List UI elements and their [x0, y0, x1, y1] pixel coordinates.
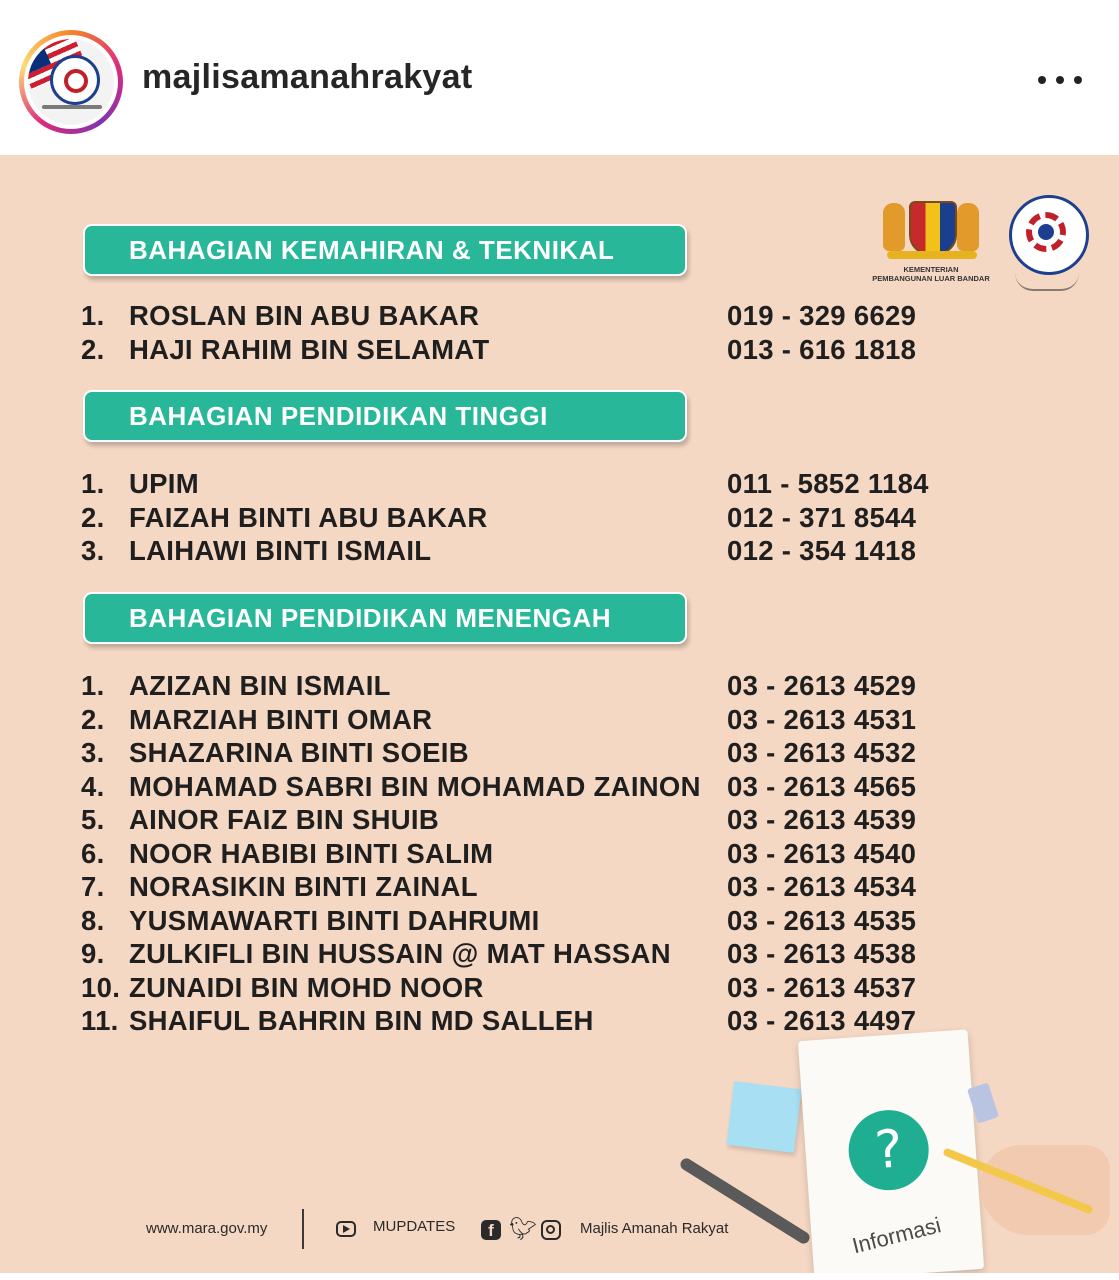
contact-row: 3. LAIHAWI BINTI ISMAIL 012 - 354 1418	[81, 535, 917, 566]
contact-name: YUSMAWARTI BINTI DAHRUMI	[129, 905, 540, 936]
contact-phone: 013 - 616 1818	[727, 334, 917, 365]
post-header	[0, 0, 1119, 156]
contact-row: 10. ZUNAIDI BIN MOHD NOOR 03 - 2613 4537	[81, 972, 917, 1003]
contact-name: UPIM	[129, 468, 199, 499]
contact-row: 1. ROSLAN BIN ABU BAKAR 019 - 329 6629	[81, 300, 917, 331]
contact-name: AINOR FAIZ BIN SHUIB	[129, 804, 440, 835]
contact-row: 9. ZULKIFLI BIN HUSSAIN @ MAT HASSAN 03 - 2613 4538	[81, 938, 917, 969]
sticky-note-icon	[726, 1081, 801, 1153]
contact-name: LAIHAWI BINTI ISMAIL	[129, 535, 432, 566]
contact-phone: 03 - 2613 4529	[727, 670, 917, 701]
contact-row: 7. NORASIKIN BINTI ZAINAL 03 - 2613 4534	[81, 871, 917, 902]
mara-jawi-script	[1015, 273, 1079, 291]
contact-name: ZUNAIDI BIN MOHD NOOR	[129, 972, 484, 1003]
twitter-icon: 🐦︎	[509, 1216, 537, 1241]
contact-name: FAIZAH BINTI ABU BAKAR	[129, 502, 488, 533]
contact-row: 1. AZIZAN BIN ISMAIL 03 - 2613 4529	[81, 670, 917, 701]
profile-username[interactable]: majlisamanahrakyat	[142, 58, 473, 96]
contact-phone: 03 - 2613 4497	[727, 1005, 917, 1036]
contact-phone: 03 - 2613 4532	[727, 737, 917, 768]
contact-name: MOHAMAD SABRI BIN MOHAMAD ZAINON	[129, 771, 701, 802]
contact-phone: 03 - 2613 4534	[727, 871, 917, 902]
contact-phone: 03 - 2613 4535	[727, 905, 917, 936]
contact-phone: 019 - 329 6629	[727, 300, 917, 331]
contact-name: HAJI RAHIM BIN SELAMAT	[129, 334, 490, 365]
more-horizontal-icon	[1038, 76, 1046, 84]
contact-row: 2. HAJI RAHIM BIN SELAMAT 013 - 616 1818	[81, 334, 917, 365]
post-footer	[0, 1195, 1119, 1255]
informasi-label: Informasi	[849, 1212, 944, 1259]
contact-row: 4. MOHAMAD SABRI BIN MOHAMAD ZAINON 03 - 2613 4565	[81, 771, 917, 802]
contact-row: 3. SHAZARINA BINTI SOEIB 03 - 2613 4532	[81, 737, 917, 768]
contact-name: NORASIKIN BINTI ZAINAL	[129, 871, 478, 902]
contact-row: 8. YUSMAWARTI BINTI DAHRUMI 03 - 2613 4535	[81, 905, 917, 936]
facebook-icon: f	[481, 1220, 501, 1240]
ministry-name: KEMENTERIAN PEMBANGUNAN LUAR BANDAR	[872, 265, 990, 283]
section-header-pendidikan-tinggi: BAHAGIAN PENDIDIKAN TINGGI	[83, 390, 687, 442]
contact-row: 6. NOOR HABIBI BINTI SALIM 03 - 2613 4540	[81, 838, 917, 869]
section-header-pendidikan-menengah: BAHAGIAN PENDIDIKAN MENENGAH	[83, 592, 687, 644]
contact-phone: 012 - 354 1418	[727, 535, 917, 566]
contact-name: SHAIFUL BAHRIN BIN MD SALLEH	[129, 1005, 594, 1036]
contact-phone: 011 - 5852 1184	[727, 468, 929, 499]
contact-phone: 03 - 2613 4565	[727, 771, 917, 802]
contact-name: MARZIAH BINTI OMAR	[129, 704, 433, 735]
contact-row: 11. SHAIFUL BAHRIN BIN MD SALLEH 03 - 2613 4497	[81, 1005, 917, 1036]
contact-row: 2. MARZIAH BINTI OMAR 03 - 2613 4531	[81, 704, 917, 735]
profile-avatar[interactable]	[19, 30, 123, 134]
contact-name: ZULKIFLI BIN HUSSAIN @ MAT HASSAN	[129, 938, 671, 969]
contact-name: AZIZAN BIN ISMAIL	[129, 670, 391, 701]
question-mark-icon: ?	[846, 1107, 931, 1192]
contact-phone: 03 - 2613 4538	[727, 938, 917, 969]
contact-name: ROSLAN BIN ABU BAKAR	[129, 300, 480, 331]
contact-phone: 03 - 2613 4540	[727, 838, 917, 869]
contact-name: SHAZARINA BINTI SOEIB	[129, 737, 469, 768]
instagram-icon	[541, 1220, 561, 1240]
logos	[869, 193, 1089, 293]
post-image[interactable]	[0, 155, 1119, 1273]
contact-row: 2. FAIZAH BINTI ABU BAKAR 012 - 371 8544	[81, 502, 917, 533]
contact-phone: 03 - 2613 4531	[727, 704, 917, 735]
contact-phone: 03 - 2613 4539	[727, 804, 917, 835]
contact-phone: 03 - 2613 4537	[727, 972, 917, 1003]
contact-name: NOOR HABIBI BINTI SALIM	[129, 838, 494, 869]
contact-row: 5. AINOR FAIZ BIN SHUIB 03 - 2613 4539	[81, 804, 917, 835]
contact-row: 1. UPIM 011 - 5852 1184	[81, 468, 929, 499]
youtube-channel-label: MUPDATES	[373, 1218, 456, 1235]
youtube-icon	[336, 1221, 356, 1237]
mara-logo-avatar-icon	[28, 39, 114, 125]
divider	[302, 1209, 304, 1249]
mara-seal-icon	[50, 55, 100, 105]
more-options-button[interactable]	[1036, 70, 1084, 94]
malaysia-coat-of-arms-icon	[869, 193, 991, 293]
social-handle-label: Majlis Amanah Rakyat	[580, 1220, 729, 1237]
website-url: www.mara.gov.my	[146, 1220, 268, 1237]
mara-emblem-icon	[1009, 195, 1089, 275]
contact-phone: 012 - 371 8544	[727, 502, 917, 533]
section-header-kemahiran: BAHAGIAN KEMAHIRAN & TEKNIKAL	[83, 224, 687, 276]
